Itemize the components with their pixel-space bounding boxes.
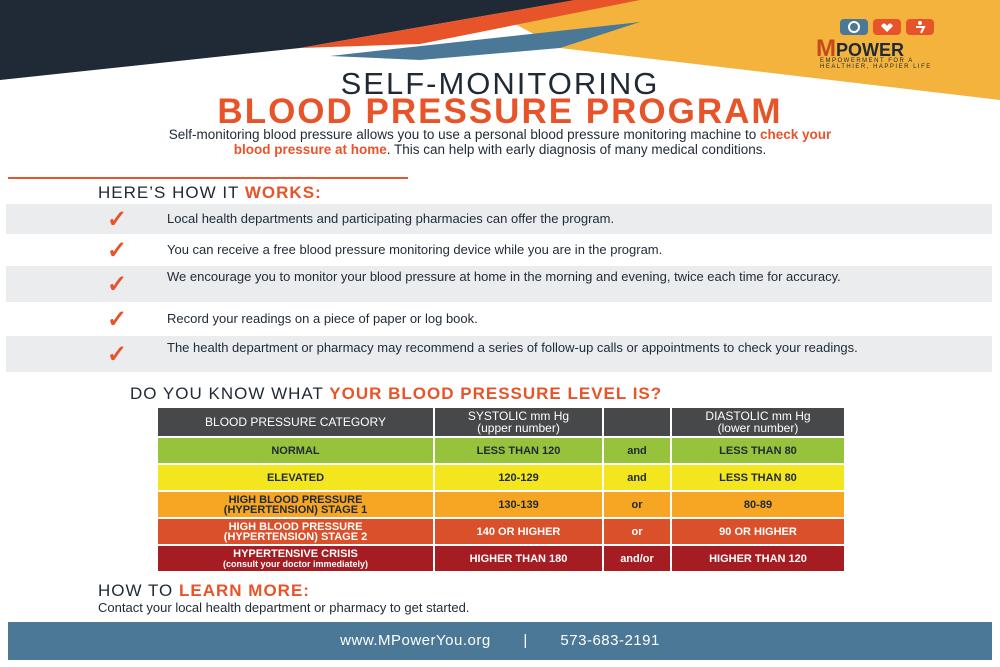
row-category-2: (consult your doctor immediately)	[222, 558, 369, 569]
intro-paragraph	[150, 128, 850, 157]
title-line1: SELF-MONITORING	[340, 66, 660, 101]
how-it-works-heading	[98, 183, 322, 203]
row-systolic: 130-139	[435, 492, 604, 517]
header-systolic-1: SYSTOLIC mm Hg	[467, 409, 570, 423]
levels-heading	[130, 384, 662, 404]
learn-more-heading	[98, 581, 310, 601]
checkmark-icon: ✓	[106, 271, 128, 298]
intro-text-2: . This can help with early diagnosis of many medical conditions.	[386, 141, 767, 157]
website-link[interactable]: www.MPowerYou.org	[340, 632, 491, 649]
header-systolic	[435, 408, 604, 436]
row-category-2: (HYPERTENSION) STAGE 1	[223, 503, 368, 516]
row-diastolic: HIGHER THAN 120	[672, 546, 844, 571]
bp-table	[158, 406, 844, 573]
row-category-1: HIGH BLOOD PRESSURE	[228, 493, 363, 506]
row-category	[158, 438, 435, 463]
divider	[8, 177, 408, 179]
header-diastolic	[672, 408, 844, 436]
table-row	[158, 465, 844, 490]
title-line2: BLOOD PRESSURE PROGRAM	[217, 92, 783, 131]
step-4-text: Record your readings on a piece of paper or log book.	[167, 311, 478, 326]
table-row	[158, 438, 844, 463]
step-1-text: Local health departments and participating pharmacies can offer the program.	[167, 211, 615, 226]
row-systolic: HIGHER THAN 180	[435, 546, 604, 571]
row-category	[158, 465, 435, 490]
bp-table-header	[158, 408, 844, 436]
row-category	[158, 492, 435, 517]
row-systolic: 140 OR HIGHER	[435, 519, 604, 544]
step-5-text: The health department or pharmacy may recommend a series of follow-up calls or appointments to check your readings.	[167, 340, 858, 355]
row-diastolic: 90 OR HIGHER	[672, 519, 844, 544]
table-row	[158, 519, 844, 544]
row-systolic: 120-129	[435, 465, 604, 490]
checkmark-icon: ✓	[106, 237, 128, 264]
logo	[812, 18, 962, 70]
logo-icons	[840, 18, 936, 36]
checkmark-icon: ✓	[106, 206, 128, 233]
row-diastolic: 80-89	[672, 492, 844, 517]
row-category-2: (HYPERTENSION) STAGE 2	[223, 530, 368, 543]
row-join: or	[604, 492, 672, 517]
logo-tagline-line2: HEALTHIER, HAPPIER LIFE	[820, 64, 932, 70]
row-join: and	[604, 465, 672, 490]
learn-heading-accent: LEARN MORE:	[179, 581, 310, 600]
logo-tagline-line1: EMPOWERMENT FOR A	[820, 58, 914, 64]
header-diastolic-2: (lower number)	[717, 421, 799, 435]
intro-text-1: Self-monitoring blood pressure allows you to use a personal blood pressure monitoring machine to	[168, 127, 761, 142]
footer-separator: |	[523, 632, 528, 649]
row-diastolic: LESS THAN 80	[672, 438, 844, 463]
logo-m: M	[816, 35, 836, 62]
step-2-text: You can receive a free blood pressure monitoring device while you are in the program.	[167, 242, 663, 257]
table-row	[158, 492, 844, 517]
row-category	[158, 519, 435, 544]
step-3-text: We encourage you to monitor your blood pressure at home in the morning and evening, twice each time for accuracy.	[167, 269, 841, 284]
levels-heading-plain: DO YOU KNOW WHAT	[130, 384, 330, 403]
intro-highlight: check your blood pressure at home	[233, 127, 832, 157]
row-join: and/or	[604, 546, 672, 571]
row-category	[158, 546, 435, 571]
row-systolic: LESS THAN 120	[435, 438, 604, 463]
row-category-1: ELEVATED	[266, 471, 325, 484]
phone-number[interactable]: 573-683-2191	[560, 632, 660, 649]
learn-heading-plain: HOW TO	[98, 581, 179, 600]
row-category-1: HYPERTENSIVE CRISIS	[233, 547, 358, 560]
row-join: and	[604, 438, 672, 463]
footer-bar	[8, 622, 992, 660]
checkmark-icon: ✓	[106, 341, 128, 368]
how-heading-plain: HERE’S HOW IT	[98, 183, 245, 202]
header-systolic-2: (upper number)	[477, 421, 560, 435]
header-category: BLOOD PRESSURE CATEGORY	[158, 408, 435, 436]
how-heading-accent: WORKS:	[244, 183, 322, 202]
learn-more-text: Contact your local health department or pharmacy to get started.	[98, 600, 470, 615]
logo-name: POWER	[836, 40, 905, 60]
row-category-1: NORMAL	[271, 444, 320, 457]
header-join	[604, 408, 672, 436]
row-join: or	[604, 519, 672, 544]
levels-heading-accent: YOUR BLOOD PRESSURE LEVEL IS?	[329, 384, 663, 403]
header-diastolic-1: DIASTOLIC mm Hg	[705, 409, 811, 423]
table-row	[158, 546, 844, 571]
row-category-1: HIGH BLOOD PRESSURE	[228, 520, 363, 533]
checkmark-icon: ✓	[106, 306, 128, 333]
row-diastolic: LESS THAN 80	[672, 465, 844, 490]
